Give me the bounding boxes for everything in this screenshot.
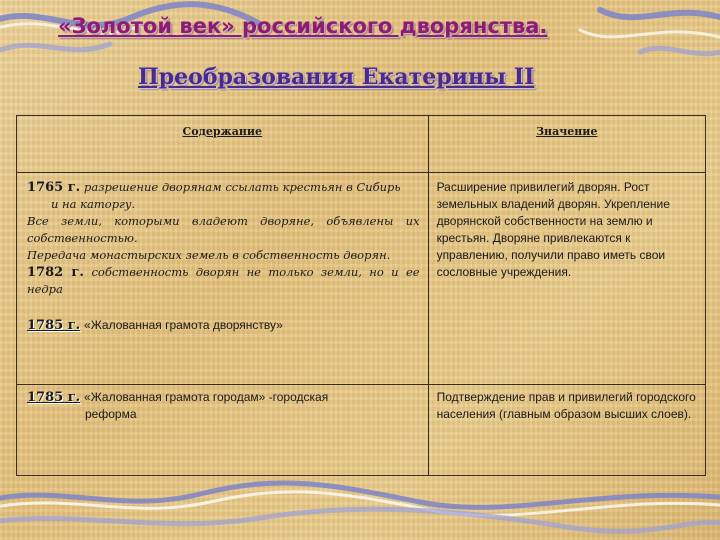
entry-text: разрешение дворянам ссылать крестьян в Сибирь [84, 180, 401, 194]
entry-text-continued: реформа [85, 407, 137, 421]
slide-subtitle: Преобразования Екатерины II [138, 64, 535, 90]
entry-1765 [27, 179, 420, 213]
entry-text: собственность дворян не только земли, но и ее недра [27, 265, 420, 296]
year-label: 1785 г. [27, 390, 81, 405]
decorative-ribbon-bottom [0, 480, 720, 540]
year-label: 1765 г. [27, 180, 81, 195]
row1-content-cell [17, 173, 429, 385]
entry-text: «Жалованная грамота городам» -городская [84, 390, 329, 404]
entry-1785-nobility [27, 317, 420, 334]
slide-title: «Золотой век» российского дворянства. [58, 14, 548, 38]
row2-meaning-cell [428, 385, 705, 476]
column-header-content: Содержание [17, 116, 429, 173]
table-row [17, 385, 706, 476]
entry-monastery: Передача монастырских земель в собственность дворян. [27, 248, 391, 262]
table-header-row [17, 116, 706, 173]
row1-meaning-cell [428, 173, 705, 385]
table-row [17, 173, 706, 385]
meaning-text: Подтверждение прав и привилегий городского населения (главным образом высших слоев). [436, 390, 696, 421]
meaning-text: Расширение привилегий дворян. Рост земельных владений дворян. Укрепление дворянской собственности на землю и крестьян. Дворяне привлекаются к управлению, получили право иметь свои сословные учреждения. [436, 180, 670, 279]
column-header-meaning: Значение [428, 116, 705, 173]
entry-1782 [27, 264, 420, 298]
year-label: 1785 г. [27, 318, 81, 333]
row2-content-cell [17, 385, 429, 476]
reforms-table [16, 115, 706, 476]
entry-lands: Все земли, которыми владеют дворяне, объявлены их собственностью. [27, 214, 420, 245]
spacer [27, 298, 420, 315]
entry-1785-towns [27, 389, 420, 423]
entry-text-continued: и на каторгу. [51, 197, 136, 211]
year-label: 1782 г. [27, 265, 84, 280]
entry-text: «Жалованная грамота дворянству» [84, 318, 283, 332]
